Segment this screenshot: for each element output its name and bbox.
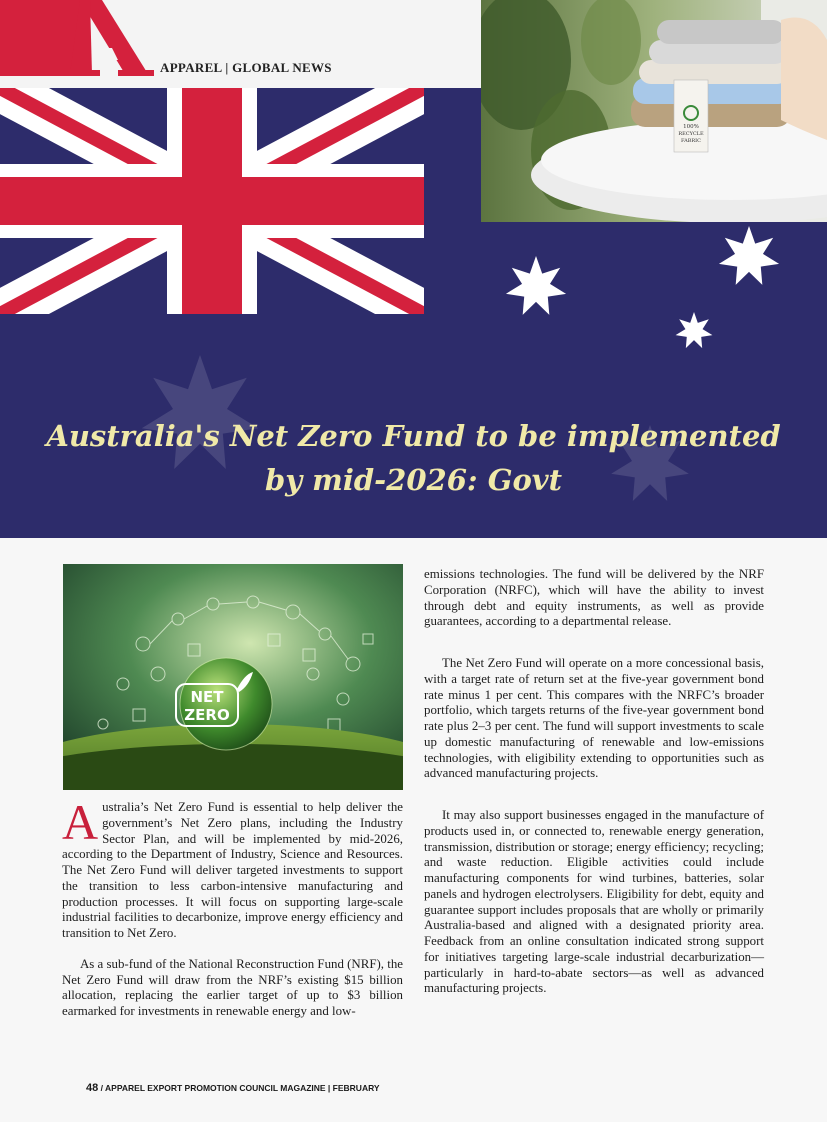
footer-text: / APPAREL EXPORT PROMOTION COUNCIL MAGAZINE | FEBRUARY: [100, 1083, 380, 1093]
star-icon: [505, 256, 567, 318]
net-zero-badge-line2: ZERO: [184, 706, 230, 724]
article-headline: [40, 414, 787, 502]
headline-line-2: by mid-2026: Govt: [264, 463, 563, 497]
tag-text-recycle: RECYCLE: [678, 131, 704, 137]
union-jack-image: [0, 88, 424, 314]
tag-text-100: 100%: [683, 124, 699, 130]
article-column-left: [62, 794, 403, 1020]
section-label: APPAREL | GLOBAL NEWS: [160, 60, 332, 75]
article-paragraph-3: emissions technologies. The fund will be delivered by the NRF Corporation (NRFC), which will have the ability to invest through debt and equity instruments, as well as provide guarantees, according to a departmental release.: [424, 567, 764, 629]
page-number: 48: [86, 1082, 99, 1094]
star-icon: [675, 312, 713, 350]
article-column-right: [424, 567, 764, 997]
star-icon: [718, 226, 780, 288]
page-footer: [86, 1082, 380, 1094]
article-paragraph-5: It may also support businesses engaged in the manufacture of products used in, or connected to, renewable energy generation, transmission, distribution or storage; energy efficiency; recycling; and waste reduction. Eligible activities could include manufacturing components for wind turbines, batteries, solar panels and hydrogen electrolysers. Eligibility for debt, equity and guarantee support includes proposals that are wholly or primarily Australia-based and aligned with a designated priority area. Feedback from an online consultation indicated strong support for initiatives targeting large-scale industrial decarburization—particularly in hard-to-abate sectors—as well as advanced manufacturing projects.: [424, 808, 764, 996]
net-zero-photo: [63, 564, 403, 790]
article-paragraph-4: The Net Zero Fund will operate on a more concessional basis, with a target rate of return set at the five-year government bond rate minus 1 per cent. This compares with the NRFC’s broader portfolio, which targets returns of the five-year government bond rate plus 2–3 per cent. The fund will support investments to scale up domestic manufacturing of renewable and low-emissions technologies, with eligibility extending to opportunities such as advanced manufacturing projects.: [424, 656, 764, 781]
headline-line-1: Australia's Net Zero Fund to be implemented: [46, 419, 781, 453]
tag-text-fabric: FABRIC: [681, 138, 701, 144]
recycled-fabric-photo: [481, 0, 827, 222]
magazine-logo: [0, 0, 155, 76]
article-paragraph-2: As a sub-fund of the National Reconstruction Fund (NRF), the Net Zero Fund will draw from the NRF’s existing $15 billion allocation, replacing the earlier target of up to $3 billion earmarked for investments in renewable energy and low-: [62, 956, 403, 1018]
drop-cap: A: [62, 794, 99, 850]
article-paragraph-1: Australia’s Net Zero Fund is essential to help deliver the government’s Net Zero plans, including the Industry Sector Plan, and will be implemented by mid-2026, according to the Department of Industry, Science and Resources. The Net Zero Fund will deliver targeted investments to support the transition to less carbon-intensive manufacturing and production processes. It will focus on supporting large-scale industrial facilities to decarbonize, improve energy efficiency and transition to Net Zero.: [62, 794, 403, 940]
net-zero-badge-line1: NET: [190, 688, 224, 706]
hero-banner: [0, 0, 827, 538]
